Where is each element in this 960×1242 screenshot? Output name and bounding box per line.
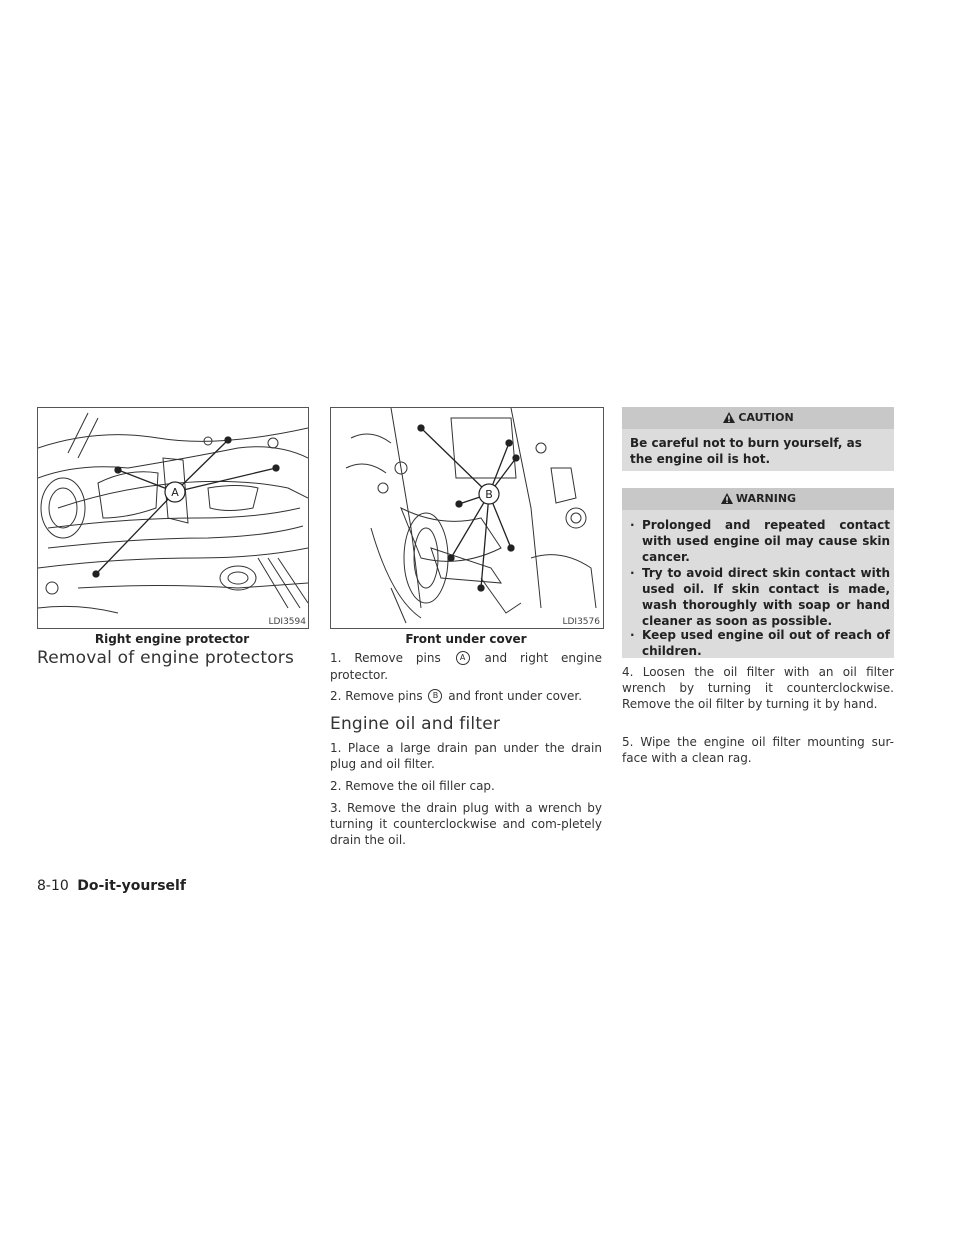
step-number: 2. bbox=[330, 689, 342, 703]
figure-caption: Front under cover bbox=[405, 632, 527, 646]
list-item bbox=[622, 734, 894, 766]
section-title: Engine oil and filter bbox=[330, 714, 501, 734]
step-text: and right engine protector. bbox=[330, 651, 602, 682]
figure-code: LDI3594 bbox=[268, 617, 306, 627]
list-item bbox=[330, 778, 602, 794]
warning-triangle-icon bbox=[720, 492, 734, 505]
warning-bullet: · Try to avoid direct skin contact with used oil. If skin contact is made, wash thoroughly with soap or hand cleaner as soon as possible. bbox=[630, 566, 890, 628]
step-text: Remove pins bbox=[354, 651, 441, 665]
step-number: 2. bbox=[330, 779, 342, 793]
step-text: Remove the drain plug with a wrench by turning it counterclockwise and com-pletely drain the oil. bbox=[330, 801, 602, 847]
figure-caption: Right engine protector bbox=[94, 632, 250, 646]
figure-code: LDI3576 bbox=[562, 617, 600, 627]
chapter-title: Do-it-yourself bbox=[77, 878, 186, 894]
step-text: Remove the oil filler cap. bbox=[345, 779, 495, 793]
warning-heading: WARNING bbox=[622, 488, 894, 510]
step-number: 1. bbox=[330, 651, 342, 665]
caution-box bbox=[622, 407, 894, 471]
step-number: 1. bbox=[330, 741, 342, 755]
under-cover-illustration bbox=[331, 408, 603, 628]
list-item bbox=[330, 650, 602, 683]
warning-bullet: · Prolonged and repeated contact with used engine oil may cause skin cancer. bbox=[630, 518, 890, 564]
step-text: Loosen the oil filter with an oil filter wrench by turning it counterclockwise. Remove the oil filter by turning it by hand. bbox=[622, 665, 894, 711]
step-text: Remove pins bbox=[345, 689, 423, 703]
list-item bbox=[622, 664, 894, 712]
callout-marker: B bbox=[428, 689, 442, 703]
svg-text:A: A bbox=[171, 486, 179, 499]
step-number: 3. bbox=[330, 801, 342, 815]
figure-right-engine-protector bbox=[37, 407, 309, 629]
caution-text: Be careful not to burn yourself, as the engine oil is hot. bbox=[630, 436, 862, 466]
step-number: 4. bbox=[622, 665, 634, 679]
step-text: Place a large drain pan under the drain plug and oil filter. bbox=[330, 741, 602, 771]
warning-bullet: · Keep used engine oil out of reach of children. bbox=[630, 628, 890, 658]
step-text: Wipe the engine oil filter mounting sur-face with a clean rag. bbox=[622, 735, 894, 765]
callout-marker: A bbox=[456, 651, 470, 665]
caution-heading: CAUTION bbox=[622, 407, 894, 429]
section-title: Removal of engine protectors bbox=[37, 648, 295, 668]
figure-front-under-cover bbox=[330, 407, 604, 629]
step-text: and front under cover. bbox=[448, 689, 583, 703]
warning-triangle-icon bbox=[722, 411, 736, 424]
step-number: 5. bbox=[622, 735, 634, 749]
list-item bbox=[330, 740, 602, 772]
list-item bbox=[330, 688, 602, 705]
page-footer bbox=[37, 878, 186, 894]
svg-text:B: B bbox=[485, 488, 493, 501]
page-number: 8-10 bbox=[37, 878, 69, 894]
warning-box bbox=[622, 488, 894, 658]
list-item bbox=[330, 800, 602, 848]
engine-protector-illustration bbox=[38, 408, 308, 628]
